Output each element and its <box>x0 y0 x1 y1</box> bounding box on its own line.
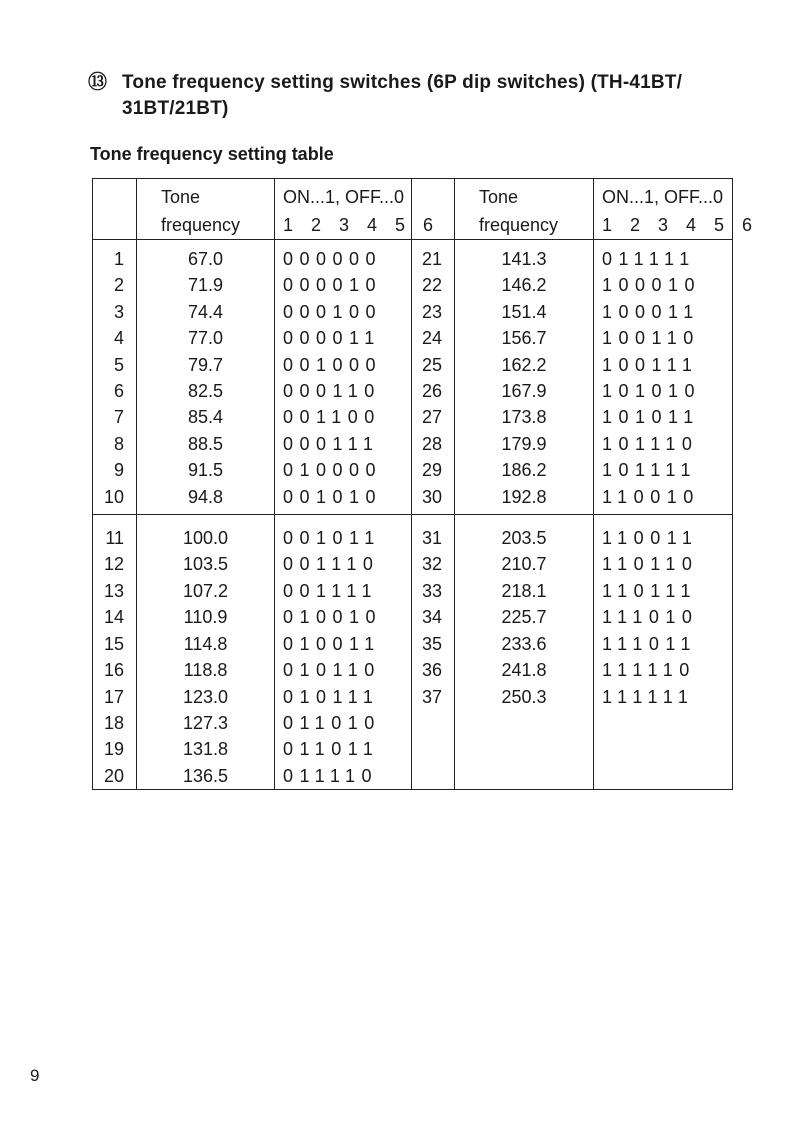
left-tone-number: 14 <box>93 604 137 630</box>
right-tone-number: 29 <box>412 457 455 483</box>
left-tone-frequency: 131.8 <box>137 736 275 762</box>
right-switch-setting: 100011 <box>594 299 733 325</box>
right-tone-number: 31 <box>412 515 455 552</box>
right-switch-setting: 111110 <box>594 657 733 683</box>
left-tone-frequency: 94.8 <box>137 484 275 515</box>
right-tone-number <box>412 710 455 736</box>
right-tone-number: 34 <box>412 604 455 630</box>
left-switch-setting: 001000 <box>275 352 412 378</box>
header-row-1 <box>93 179 733 212</box>
right-tone-frequency: 203.5 <box>455 515 594 552</box>
right-tone-frequency: 192.8 <box>455 484 594 515</box>
table-row <box>93 604 733 630</box>
left-switch-setting: 000010 <box>275 272 412 298</box>
left-tone-number: 3 <box>93 299 137 325</box>
right-tone-frequency <box>455 736 594 762</box>
header-no-cell <box>93 179 137 212</box>
left-tone-number: 15 <box>93 631 137 657</box>
left-tone-frequency: 107.2 <box>137 578 275 604</box>
header-frequency-label: frequency <box>137 211 275 240</box>
right-tone-frequency: 151.4 <box>455 299 594 325</box>
left-tone-frequency: 114.8 <box>137 631 275 657</box>
right-tone-number: 36 <box>412 657 455 683</box>
left-tone-frequency: 85.4 <box>137 404 275 430</box>
table-row <box>93 352 733 378</box>
left-switch-setting: 010000 <box>275 457 412 483</box>
left-switch-setting: 000000 <box>275 240 412 273</box>
right-tone-number: 37 <box>412 684 455 710</box>
table-row <box>93 431 733 457</box>
right-tone-number: 35 <box>412 631 455 657</box>
left-switch-setting: 000011 <box>275 325 412 351</box>
right-switch-setting: 100110 <box>594 325 733 351</box>
right-switch-setting: 101011 <box>594 404 733 430</box>
left-tone-number: 4 <box>93 325 137 351</box>
left-tone-number: 1 <box>93 240 137 273</box>
left-tone-number: 7 <box>93 404 137 430</box>
table-row <box>93 240 733 273</box>
right-switch-setting: 100111 <box>594 352 733 378</box>
right-tone-number: 30 <box>412 484 455 515</box>
header-switch-legend: ON...1, OFF...0 <box>275 179 412 212</box>
right-tone-number: 33 <box>412 578 455 604</box>
left-tone-number: 11 <box>93 515 137 552</box>
left-switch-setting: 001010 <box>275 484 412 515</box>
left-tone-frequency: 100.0 <box>137 515 275 552</box>
header-tone-label: Tone <box>455 179 594 212</box>
table-row <box>93 578 733 604</box>
table-row <box>93 657 733 683</box>
left-tone-frequency: 91.5 <box>137 457 275 483</box>
left-tone-number: 19 <box>93 736 137 762</box>
right-tone-frequency: 225.7 <box>455 604 594 630</box>
header-tone-label: Tone <box>137 179 275 212</box>
right-tone-frequency: 241.8 <box>455 657 594 683</box>
header-switch-numbers: 1 2 3 4 5 6 <box>275 211 412 240</box>
right-tone-frequency: 167.9 <box>455 378 594 404</box>
left-switch-setting: 011110 <box>275 763 412 790</box>
right-tone-number: 28 <box>412 431 455 457</box>
right-tone-number: 23 <box>412 299 455 325</box>
right-tone-frequency: 186.2 <box>455 457 594 483</box>
right-tone-frequency <box>455 763 594 790</box>
left-tone-number: 20 <box>93 763 137 790</box>
section-heading-line2: 31BT/21BT) <box>122 98 229 119</box>
left-tone-number: 8 <box>93 431 137 457</box>
right-tone-frequency: 250.3 <box>455 684 594 710</box>
table-row <box>93 515 733 552</box>
right-tone-number: 21 <box>412 240 455 273</box>
right-switch-setting: 110111 <box>594 578 733 604</box>
right-tone-frequency: 218.1 <box>455 578 594 604</box>
right-tone-frequency: 210.7 <box>455 551 594 577</box>
left-tone-number: 5 <box>93 352 137 378</box>
left-switch-setting: 010010 <box>275 604 412 630</box>
table-row <box>93 710 733 736</box>
right-switch-setting: 111011 <box>594 631 733 657</box>
left-tone-number: 12 <box>93 551 137 577</box>
table-row <box>93 684 733 710</box>
right-tone-frequency: 146.2 <box>455 272 594 298</box>
right-switch-setting: 111111 <box>594 684 733 710</box>
left-tone-number: 18 <box>93 710 137 736</box>
left-tone-frequency: 74.4 <box>137 299 275 325</box>
header-switch-legend: ON...1, OFF...0 <box>594 179 733 212</box>
header-switch-numbers: 1 2 3 4 5 6 <box>594 211 733 240</box>
table-block-1 <box>93 240 733 515</box>
right-tone-number: 26 <box>412 378 455 404</box>
table-row <box>93 325 733 351</box>
right-switch-setting: 110010 <box>594 484 733 515</box>
left-tone-number: 16 <box>93 657 137 683</box>
section-number: ⑬ <box>88 72 108 93</box>
right-tone-number <box>412 736 455 762</box>
left-switch-setting: 010110 <box>275 657 412 683</box>
table-row <box>93 299 733 325</box>
left-switch-setting: 001111 <box>275 578 412 604</box>
left-tone-number: 9 <box>93 457 137 483</box>
header-no-cell <box>93 211 137 240</box>
section-heading <box>88 70 748 122</box>
right-tone-frequency: 173.8 <box>455 404 594 430</box>
header-row-2 <box>93 211 733 240</box>
table-row <box>93 631 733 657</box>
left-tone-frequency: 79.7 <box>137 352 275 378</box>
table-block-2 <box>93 515 733 790</box>
right-tone-number: 27 <box>412 404 455 430</box>
left-tone-frequency: 77.0 <box>137 325 275 351</box>
right-tone-frequency: 141.3 <box>455 240 594 273</box>
left-tone-frequency: 88.5 <box>137 431 275 457</box>
section-heading-line1: Tone frequency setting switches (6P dip switches) (TH-41BT/ <box>122 72 683 93</box>
left-tone-frequency: 82.5 <box>137 378 275 404</box>
right-tone-number: 22 <box>412 272 455 298</box>
left-tone-frequency: 123.0 <box>137 684 275 710</box>
right-switch-setting <box>594 763 733 790</box>
left-tone-frequency: 103.5 <box>137 551 275 577</box>
table-row <box>93 551 733 577</box>
right-switch-setting: 011111 <box>594 240 733 273</box>
right-switch-setting: 111010 <box>594 604 733 630</box>
right-tone-frequency <box>455 710 594 736</box>
left-switch-setting: 001011 <box>275 515 412 552</box>
left-switch-setting: 010111 <box>275 684 412 710</box>
left-switch-setting: 001110 <box>275 551 412 577</box>
page-number: 9 <box>30 1066 40 1085</box>
left-switch-setting: 001100 <box>275 404 412 430</box>
right-tone-number: 24 <box>412 325 455 351</box>
right-switch-setting <box>594 736 733 762</box>
left-switch-setting: 000100 <box>275 299 412 325</box>
left-switch-setting: 000111 <box>275 431 412 457</box>
table-title: Tone frequency setting table <box>90 144 334 164</box>
table-row <box>93 378 733 404</box>
header-frequency-label: frequency <box>455 211 594 240</box>
table-row <box>93 272 733 298</box>
left-tone-frequency: 127.3 <box>137 710 275 736</box>
header-no-cell <box>412 179 455 212</box>
left-switch-setting: 010011 <box>275 631 412 657</box>
table-row <box>93 736 733 762</box>
left-tone-number: 13 <box>93 578 137 604</box>
left-switch-setting: 011010 <box>275 710 412 736</box>
right-switch-setting: 101111 <box>594 457 733 483</box>
left-tone-frequency: 136.5 <box>137 763 275 790</box>
right-switch-setting: 101110 <box>594 431 733 457</box>
right-switch-setting: 110011 <box>594 515 733 552</box>
table-row <box>93 404 733 430</box>
table-row <box>93 763 733 790</box>
left-tone-number: 17 <box>93 684 137 710</box>
right-switch-setting: 100010 <box>594 272 733 298</box>
left-tone-frequency: 118.8 <box>137 657 275 683</box>
left-tone-number: 2 <box>93 272 137 298</box>
right-tone-number: 25 <box>412 352 455 378</box>
right-tone-number: 32 <box>412 551 455 577</box>
table-row <box>93 457 733 483</box>
right-switch-setting: 110110 <box>594 551 733 577</box>
table-row <box>93 484 733 515</box>
left-tone-frequency: 67.0 <box>137 240 275 273</box>
left-switch-setting: 011011 <box>275 736 412 762</box>
right-switch-setting: 101010 <box>594 378 733 404</box>
left-tone-number: 6 <box>93 378 137 404</box>
left-switch-setting: 000110 <box>275 378 412 404</box>
right-tone-frequency: 233.6 <box>455 631 594 657</box>
tone-frequency-table <box>92 178 759 790</box>
left-tone-frequency: 110.9 <box>137 604 275 630</box>
right-tone-frequency: 162.2 <box>455 352 594 378</box>
left-tone-frequency: 71.9 <box>137 272 275 298</box>
right-tone-frequency: 156.7 <box>455 325 594 351</box>
right-tone-number <box>412 763 455 790</box>
right-switch-setting <box>594 710 733 736</box>
right-tone-frequency: 179.9 <box>455 431 594 457</box>
left-tone-number: 10 <box>93 484 137 515</box>
